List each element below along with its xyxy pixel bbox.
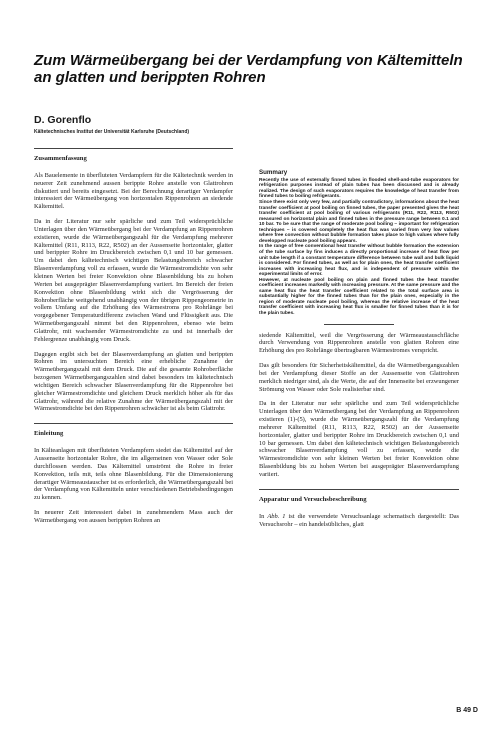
paper-title: Zum Wärmeübergang bei der Verdampfung von Kältemitteln an glatten und berippten Rohren <box>34 52 463 86</box>
left-column <box>34 148 233 532</box>
section-heading-zusammenfassung: Zusammenfassung <box>34 155 87 162</box>
summary-paragraph: Since there exist only very few, and partially contradictory, informations about the heat transfer coefficient at pool boiling on finned tubes, the paper presented gives the heat transfer coefficient at pool boiling of various refrigerants (R11, R22, R113, R502) measured on horizontal plain and finned tubes in the pressure range between 0.1 and 10 bar. To be sure that the range of moderate pool boiling – important for refrigeration techniques – is covered completely the heat flux was varied from very low values where free convection without bubble formation takes place to high values where fully developped nucleate pool boiling appears. <box>259 200 459 244</box>
section-heading-summary: Summary <box>259 169 288 176</box>
text-fragment: ist die verwendete Versuchsanlage schematisch dargestellt: Das Versuchsrohr – ein handelsübliches, glatt <box>259 512 460 528</box>
figure-reference: Abb. 1 <box>267 512 286 520</box>
body-paragraph <box>259 513 459 529</box>
author-affiliation: Kältetechnisches Institut der Universität Karlsruhe (Deutschland) <box>34 129 190 135</box>
section-heading-einleitung: Einleitung <box>34 430 64 438</box>
body-paragraph: In neuerer Zeit interessiert dabei in zunehmendem Mass auch der Wärmeübergang von aussen berippten Rohren an <box>34 509 233 524</box>
abstract-paragraph: Als Bauelemente in überfluteten Verdampfern für die Kältetechnik werden in neuerer Zeit zunehmend aussen berippte Rohre anstelle von Glattrohren diskutiert und bereits eingesetzt. Bei der Berechnung derartiger Verdampfer interessiert der Wärmeübergang von horizontalen Rippenrohren an siedende Kältemittel. <box>34 171 233 211</box>
summary-paragraph: In the range of free conventional heat transfer without bubble formation the extension of the tube surface by fins induces a directly proportional increase of heat flow per unit tube length if a constant temperature difference between tube wall and bulk liquid is considered. For finned tubes, as well as for plain ones, the heat transfer coefficient increases with increasing heat flux, and is independent of pressure within the experimental limits of error. <box>259 244 459 278</box>
abstract-paragraph: Da in der Literatur nur sehr spärliche und zum Teil widersprüchliche Unterlagen über den Wärmeübergang bei der Verdampfung an Rippenrohren existieren, wurde die Wärmeübergangszahl für die Verdampfung mehrerer Kältemittel (R11, R113, R22, R502) an der Aussenseite horizontaler, glatter und berippter Rohre im Druckbereich zwischen 0,1 und 10 bar gemessen. Um dabei den kältetechnisch wichtigen Belastungsbereich schwacher Blasenverdampfung voll zu erfassen, wurde die Wärmestromdichte von sehr kleinen Werten bei freier Konvektion ohne Blasenbildung bis zu hohen Werten bei ausgeprägter Blasenverdampfung variiert. Im Bereich der freien Konvektion ohne Blasenbildung wirkt sich die Vergrösserung der Rohroberfläche weitgehend unabhängig von der übrigen Rippengeometrie in vollem Umfang auf die Erhöhung des Wärmestroms pro Rohrlänge bei vorgegebener Temperaturdifferenz zwischen Wand und Flüssigkeit aus. Die Wärmeübergangszahl nimmt bei den Rippenrohren, ebenso wie beim Glattrohr, mit wachsender Wärmestromdichte zu und ist innerhalb der Fehlergrenze unabhängig vom Druck. <box>34 218 233 343</box>
summary-paragraph: However, at nucleate pool boiling on plain and finned tubes the heat transfer coefficient increases markedly with increasing pressure. At the same pressure and the same heat flux the heat transfer coefficient related to the total surface area is substantially higher for the finned tubes than for the plain ones, especially in the region of moderate nucleate pool boiling, whereas the relative increase of the heat transfer coefficient with increasing heat flux is smaller for finned tubes than it is for the plain tubes. <box>259 277 459 316</box>
section-rule <box>259 489 459 490</box>
section-heading-apparatus: Apparatur und Versuchsbeschreibung <box>259 495 367 503</box>
english-summary <box>259 169 459 317</box>
page-number: B 49 D <box>456 707 478 714</box>
text-fragment: In <box>259 512 268 520</box>
section-rule <box>34 148 233 149</box>
right-column <box>259 169 459 535</box>
author-name: D. Gorenflo <box>34 114 92 126</box>
body-paragraph: Das gilt besonders für Sicherheitskältemittel, da die Wärmeübergangszahlen bei der Verdampfung dieser Stoffe an der Aussenseite von Glattrohren merklich niedriger sind, als die Werte, die auf der Innenseite bei erzwungener Strömung von Wasser oder Sole realisierbar sind. <box>259 362 459 393</box>
body-paragraph: siedende Kältemittel, weil die Vergrösserung der Wärmeaustauschfläche durch Verwendung von Rippenrohren anstelle von glatten Rohren eine Erhöhung des pro Rohrlänge übertragbaren Wärmestromes verspricht. <box>259 331 459 355</box>
abstract-paragraph: Dagegen ergibt sich bei der Blasenverdampfung an glatten und berippten Rohren im untersuchten Bereich eine erhebliche Zunahme der Wärmeübergangszahl mit dem Druck. Die auf die gesamte Rohroberfläche bezogenen Wärmeübergangszahlen sind dabei besonders im kältetechnisch wichtigen Bereich schwacher Blasenverdampfung für die Rippenrohre bei gleicher Wärmestromdichte und gleichem Druck merklich höher als für das Glattrohr, während die relative Zunahme der Wärmeübergangszahl mit der Wärmestromdichte bei den Rippenrohren schwächer ist als beim Glattrohr. <box>34 350 233 413</box>
section-rule <box>34 423 233 424</box>
summary-paragraph: Recently the use of externally finned tubes in flooded shell-and-tube evaporators for refrigeration purposes instead of plain tubes has been discussed and is already realized. The design of such evaporators requires the knowledge of heat transfer from finned tubes to boiling refrigerants. <box>259 177 459 200</box>
summary-separator <box>324 324 394 325</box>
body-paragraph: Da in der Literatur nur sehr spärliche und zum Teil widersprüchliche Unterlagen über den Wärmeübergang bei der Verdampfung an Rippenrohren existieren (1)-(5), wurde die Wärmeübergangszahl für die Verdampfung mehrerer Kältemittel (R11, R113, R22, R502) an der Aussenseite horizontaler, glatter und berippter Rohre im Druckbereich zwischen 0,1 und 10 bar gemessen. Um dabei den kältetechnisch wichtigen Belastungsbereich schwacher Blasenverdampfung voll zu erfassen, wurde die Wärmestromdichte von sehr kleinen Werten bei freier Konvektion ohne Blasenbildung bis zu hohen Werten bei ausgeprägter Blasenverdampfung variiert. <box>259 400 459 479</box>
body-paragraph: In Kälteanlagen mit überfluteten Verdampfern siedet das Kältemittel auf der Aussenseite horizontaler Rohre, die im allgemeinen von Wasser oder Sole durchflossen werden. Das Kältemittel umströmt die Rohre in freier Konvektion, teils mit, teils ohne Blasenbildung. Für die Dimensionierung derartiger Wärmeaustauscher ist es erforderlich, die Wärmeübergangszahl bei der Verdampfung von Kältemitteln unter verschiedenen Betriebsbedingungen zu kennen. <box>34 447 233 502</box>
